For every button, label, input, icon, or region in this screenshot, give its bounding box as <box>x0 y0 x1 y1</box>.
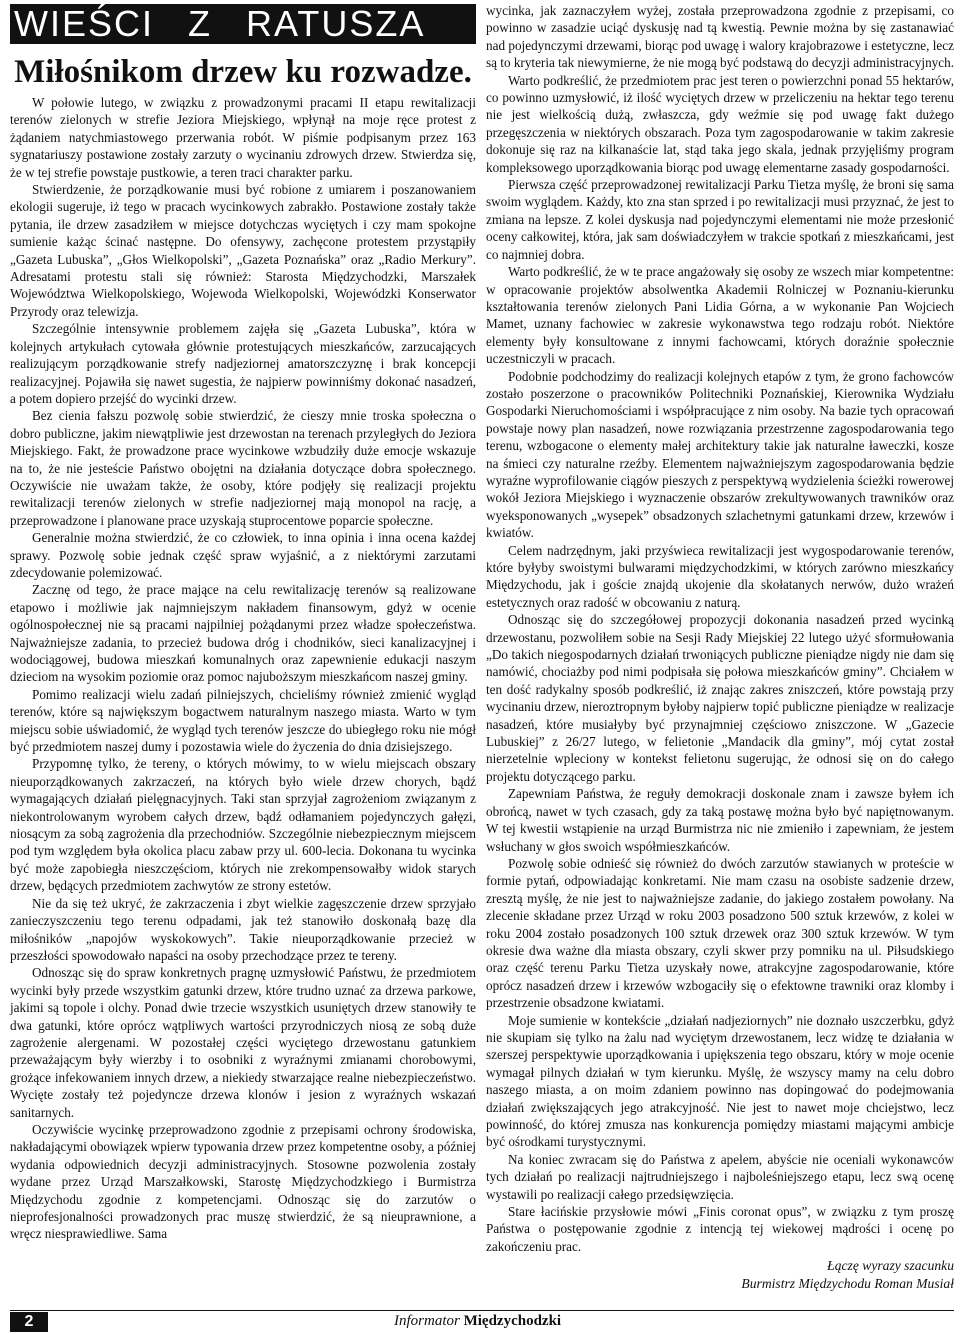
article-body-left <box>10 94 476 1243</box>
section-banner: WIEŚCI Z RATUSZA <box>10 4 476 44</box>
publication-name-bold: Międzychodzki <box>463 1313 562 1329</box>
paragraph: Pomimo realizacji wielu zadań pilniejszych, chcieliśmy również zmienić wygląd terenów, które są największym bogactwem naturalnym naszego miasta. Warto w tym miejscu sobie uświadomić, że wygląd tych terenów jeszcze do ubiegłego roku nie mógł być przedmiotem naszej dumy i pozostawia wiele do życzenia do dnia dzisiejszego. <box>10 686 476 755</box>
signoff-greeting: Łączę wyrazy szacunku <box>827 1258 954 1274</box>
page-number: 2 <box>10 1312 48 1332</box>
paragraph: Szczególnie intensywnie problemem zajęła się „Gazeta Lubuska”, która w kolejnych artykułach cytowała głównie protestujących mieszkańców, zarzucających realizującym porządkowanie strefy nadjeziornej amatorszczyznę i brak koncepcji realizacyjnej. Pojawiła się nawet sugestia, że najpierw powinniśmy dokonać nasadzeń, a potem dopiero przejść do wycinki drzew. <box>10 321 476 406</box>
paragraph: Nie da się też ukryć, że zakrzaczenia i zbyt wielkie zagęszczenie drzew sprzyjało zanieczyszczeniu tego terenu odpadami, jak też stanowiło doskonałą bazę dla miłośników „napojów wyskokowych”. Takie nieuporządkowanie przecież w przeszłości spowodowało napaści na osoby przechodzące przez te tereny. <box>10 895 476 963</box>
paragraph: Moje sumienie w kontekście „działań nadjeziornych” nie doznało uszczerbku, gdyż nie skupiam się tylko na żalu nad wyciętym drzewostanem, lecz widzę te działania w szerszej perspektywie uporządkowania i upiększenia tego obszaru, który w moje ocenie wymagał pilnych działań w tym kierunku. Myślę, że wszyscy mamy na celu dobro naszego miasta, a on moim zdaniem powinno nas dopingować do podejmowania działań zwiększających jego atrakcyjność. Nie jest to nawet moje chciejstwo, lecz powinność, do której zmusza nas konkurencja pomiędzy miastami mającymi ambicje być ośrodkami turystycznymi. <box>486 1012 954 1150</box>
paragraph: wycinka, jak zaznaczyłem wyżej, została przeprowadzona zgodnie z przepisami, co powinno w zasadzie uciąć dyskusję nad tą kwestią. Pewnie można by się zastanawiać nad pojedynczymi drzewami, biorąc pod uwagę i walory krajobrazowe i estetyczne, lecz są to kryteria tak niewymierne, że nie mogą być podstawą do decyzji administracyjnych. <box>486 3 954 71</box>
paragraph: Podobnie podchodzimy do realizacji kolejnych etapów z tym, że grono fachowców zostało poszerzone o pracowników Politechniki Poznańskiej, Kierownika Wydziału Gospodarki Nieruchomościami i współpracujące z nim osoby. Na bazie tych opracowań powstaje nowy plan nasadzeń, nowe rozwiązania przestrzenne zagospodarowania tego terenu, wzbogacone o elementy małej architektury takie jak naturalne ławeczki, kosze na śmieci czy naturalne rzeźby. Elementem najważniejszym zagospodarowania będzie wyraźne wyprofilowanie ciągów pieszych z perspektywą wydzielenia ścieżki rowerowej wokół Jeziora Miejskiego i wyznaczenie obszarów zrekultywowanych trawników oraz wyeksponowanych „wysepek” obsadzonych szlachetnymi gatunkami drzew, krzewów i kwiatów. <box>486 368 954 541</box>
paragraph: Celem nadrzędnym, jaki przyświeca rewitalizacji jest wygospodarowanie terenów, które byłyby swoistymi bulwarami międzychodzkimi, w których zarówno mieszkańcy Międzychodu, jak i goście znajdą ukojenie dla skołatanych nerwów, dużo wrażeń estetycznych oraz radość w obcowaniu z naturą. <box>486 542 954 610</box>
paragraph: Na koniec zwracam się do Państwa z apelem, abyście nie oceniali wykonawców tych działań po realizacji najtrudniejszego i najboleśniejszego etapu, lecz swą ocenę wystawili po realizacji całego przedsięwzięcia. <box>486 1151 954 1202</box>
paragraph: W połowie lutego, w związku z prowadzonymi pracami II etapu rewitalizacji terenów zielonych w strefie Jeziora Miejskiego, wpłynął na moje ręce protest z żądaniem natychmiastowego przerwania robót. W piśmie podpisanym przez 163 sygnatariuszy postawione zostały zarzuty o wycinaniu zdrowych drzew. Stwierdza się, że w tej strefie powstaje pustkowie, a teren traci charakter parku. <box>10 95 476 180</box>
right-column <box>486 2 954 1293</box>
footer-publication-title <box>394 1313 561 1330</box>
paragraph: Odnosząc się do spraw konkretnych pragnę uzmysłowić Państwu, że przedmiotem wycinki były przede wszystkim gatunki drzew, które trudno uznać za drzewa parkowe, jakimi są topole i olchy. Ponad dwie trzecie wszystkich usuniętych drzew stanowiły te dwa gatunki, które oprócz wątpliwych wartości przyrodniczych niosą ze sobą duże zagrożenie alergenami. W pozostałej części wyciętego drzewostanu gatunkiem przeważającym były wierzby i to osobniki z wyraźnymi zmianami chorobowymi, grożące infekowaniem innych drzew, a niekiedy stwarzające realne niebezpieczeństwo. Wycięte zostały też pojedyncze drzewa klonów i jesion z wyraźnych wskazań sanitarnych. <box>10 965 476 1120</box>
paragraph: Zacznę od tego, że prace mające na celu rewitalizację terenów są realizowane etapowo i możliwie jak najmniejszym nakładem finansowym, gdyż w ocenie ogólnospołecznej nie są pracami najpilniej pożądanymi przez władze społeczeństwa. Najważniejsze zadania, to przecież budowa dróg i chodników, sieci kanalizacyjnej i wodociągowej, budowa mieszkań komunalnych oraz zapewnienie edukacji naszym dzieciom na wysokim poziomie oraz pomoc najuboższym mieszkańcom naszej gminy. <box>10 582 476 685</box>
paragraph: Bez cienia fałszu pozwolę sobie stwierdzić, że cieszy mnie troska społeczna o dobro publiczne, jakim niewątpliwie jest drzewostan na terenach przyległych do Jeziora Miejskiego. Fakt, że prowadzone prace wycinkowe wzbudziły duże emocje wskazuje na to, że nie jesteście Państwo obojętni na działania dotyczące dobra społecznego. Oczywiście nie uważam także, że osoby, które podjęły się realizacji projektu rewitalizacji terenów zielonych w strefie nadjeziornej mają monopol na rację, a przeprowadzone i planowane prace uzyskają stuprocentowe poparcie społeczne. <box>10 408 476 528</box>
signoff-author: Burmistrz Międzychodu Roman Musiał <box>741 1276 954 1292</box>
publication-name-italic: Informator <box>394 1313 460 1329</box>
footer-rule <box>10 1310 954 1311</box>
paragraph: Pierwsza część przeprowadzonej rewitalizacji Parku Tietza myślę, że broni się sama swoim wyglądem. Każdy, kto zna stan sprzed i po rewitalizacji musi przyznać, że jest to zmiana na lepsze. Z kolei dyskusja nad pojedynczymi elementami nie może przesłonić oceny całkowitej, która, jak sam doświadczyłem w trakcie spotkań z mieszkańcami, jest co najmniej dobra. <box>486 177 954 262</box>
article-body-right <box>486 2 954 1255</box>
paragraph: Generalnie można stwierdzić, że co człowiek, to inna opinia i inna ocena każdej sprawy. Pozwolę sobie jednak część spraw wyjaśnić, a z niektórymi zarzutami zdecydowanie polemizować. <box>10 530 476 580</box>
paragraph: Odnosząc się do szczegółowej propozycji dokonania nasadzeń przed wycinką drzewostanu, pozwoliłem sobie na Sesji Rady Miejskiej 22 lutego użyć sformułowania „Do takich niegospodarnych działań trwoniących publiczne pieniądze nigdy nie dam się namówić, chociażby pod nimi podpisała się połowa mieszkańców gminy”. Chciałem w ten dość radykalny sposób podkreślić, iż znając zakres zniszczeń, które powstają przy wycinaniu drzew, nieroztropnym byłoby najpierw topić publiczne pieniądze w realizacje nasadzeń, które musiałyby być przynajmniej częściowo zniszczone. W „Gazecie Lubuskiej” z 26/27 lutego, w felietonie „Mandacik dla gminy”, mój cytat został nierzetelnie wpleciony w kontekst felietonu sugerując, że odnosi się on do całego projektu dotyczącego parku. <box>486 612 954 784</box>
paragraph: Stwierdzenie, że porządkowanie musi być robione z umiarem i poszanowaniem ekologii sugeruje, iż tego w pracach wycinkowych zabrakło. Postawione zostały także pytania, ile drzew zasadziłem w miejsce dotychczas wyciętych i czy mam spokojne sumienie każąc ścinać następne. Do ofensywy, zachęcone protestem przystąpiły „Gazeta Lubuska”, „Głos Wielkopolski”, „Gazeta Poznańska” oraz „Radio Merkury”. Adresatami protestu stali się również: Starosta Międzychodzki, Marszałek Województwa Wielkopolskiego, Wojewoda Wielkopolski, Wojewódzki Konserwator Przyrody oraz telewizja. <box>10 182 476 319</box>
article-headline: Miłośnikom drzew ku rozwadze. <box>14 54 472 90</box>
paragraph: Warto podkreślić, że w te prace angażowały się osoby ze wszech miar kompetentne: w opracowanie projektów absolwentka Akademii Rolniczej w Poznaniu-kierunku kształtowania terenów zielonych Pani Lidia Górna, a w wykonanie Pan Wojciech Mamet, uznany fachowiec w zakresie wykonawstwa tego rodzaju robót. Niektóre elementy były konsultowane z innymi fachowcami, których doraźnie społecznie uczestniczyli w pracach. <box>486 264 954 367</box>
left-column <box>10 0 476 1243</box>
paragraph: Przypomnę tylko, że tereny, o których mówimy, to w wielu miejscach obszary nieuporządkowanych zakrzaczeń, na których było wiele drzew chorych, bądź wymagających działań pielęgnacyjnych. Taki stan sprzyjał zagrożeniom związanym z niekontrolowanym wyrobem całych drzew, bądź odłamaniem pojedynczych gałęzi, niosącym za sobą zagrożenia dla przechodniów. Szczególnie niebezpiecznym miejscem pod tym względem była okolica placu zabaw przy ul. 600-lecia. Dokonana tu wycinka być może zapobiegła nieszczęściom, których nie zrekompensowałby widok starych drzew, będących przedmiotem zachwytów ze strony estetów. <box>10 756 476 894</box>
paragraph: Pozwolę sobie odnieść się również do dwóch zarzutów stawianych w proteście w formie pytań, odpowiadając konkretami. Nie mam czasu na osobiste sadzenie drzew, zresztą myślę, że nie jest to najważniejsze zadanie, do jakiego zostałem powołany. Na zlecenie składane przez Urząd w roku 2003 posadzono 500 sztuk krzewów, z kolei w roku 2004 zostało posadzonych 100 sztuk drzewek oraz 300 sztuk krzewów. W tym okresie dwa ważne dla miasta obszary, czyli skwer przy pomniku na ul. Piłsudskiego oraz część terenu Parku Tietza uzyskały nowe, atrakcyjne zagospodarowanie, które oprócz nasadzeń drzew i krzewów wzbogaciły się o efektowne trawniki oraz klomby i przestrzenie obsadzone kwiatami. <box>486 855 954 1011</box>
paragraph: Oczywiście wycinkę przeprowadzono zgodnie z przepisami ochrony środowiska, nakładającymi obowiązek wpierw typowania drzew przez kompetentne osoby, a później wydania odpowiednich decyzji administracyjnych. Stosowne pozwolenia zostały wydane przez Urząd Marszałkowski, Starostę Międzychodzkiego i Burmistrza Międzychodu zgodnie z kompetencjami. Odnosząc się do zarzutów o nieprofesjonalności prowadzonych prac muszę stwierdzić, że są nieuprawnione, a wręcz niesprawiedliwe. Sama <box>10 1121 476 1242</box>
paragraph: Warto podkreślić, że przedmiotem prac jest teren o powierzchni ponad 55 hektarów, co powinno uzmysłowić, iż ilość wyciętych drzew w przeliczeniu na hektar tego terenu nie jest wielkością dużą, zwłaszcza, gdy weźmie się pod uwagę fakt dużego przegęszczenia w niektórych obszarach. Poza tym zagospodarowanie w takim zakresie dokonuje się raz na kilkanaście lat, stąd taka jego skala, jednak przyjęliśmy program kompleksowego uporządkowania biorąc pod uwagę elementarne zasady gospodarności. <box>486 72 954 175</box>
paragraph: Stare łacińskie przysłowie mówi „Finis coronat opus”, w związku z tym proszę Państwa o postępowanie zgodnie z intencją tej wiekowej mądrości i ocenę po zakończeniu prac. <box>486 1204 954 1254</box>
paragraph: Zapewniam Państwa, że reguły demokracji doskonale znam i zawsze byłem ich obrońcą, nawet w tych czasach, gdy za taką postawę można było być napiętnowanym. W tej kwestii wstąpienie na urząd Burmistrza nic nie zmieniło i zapewniam, że jestem wsłuchany w głos swoich współmieszkańców. <box>486 786 954 854</box>
signature-block <box>486 1257 954 1293</box>
